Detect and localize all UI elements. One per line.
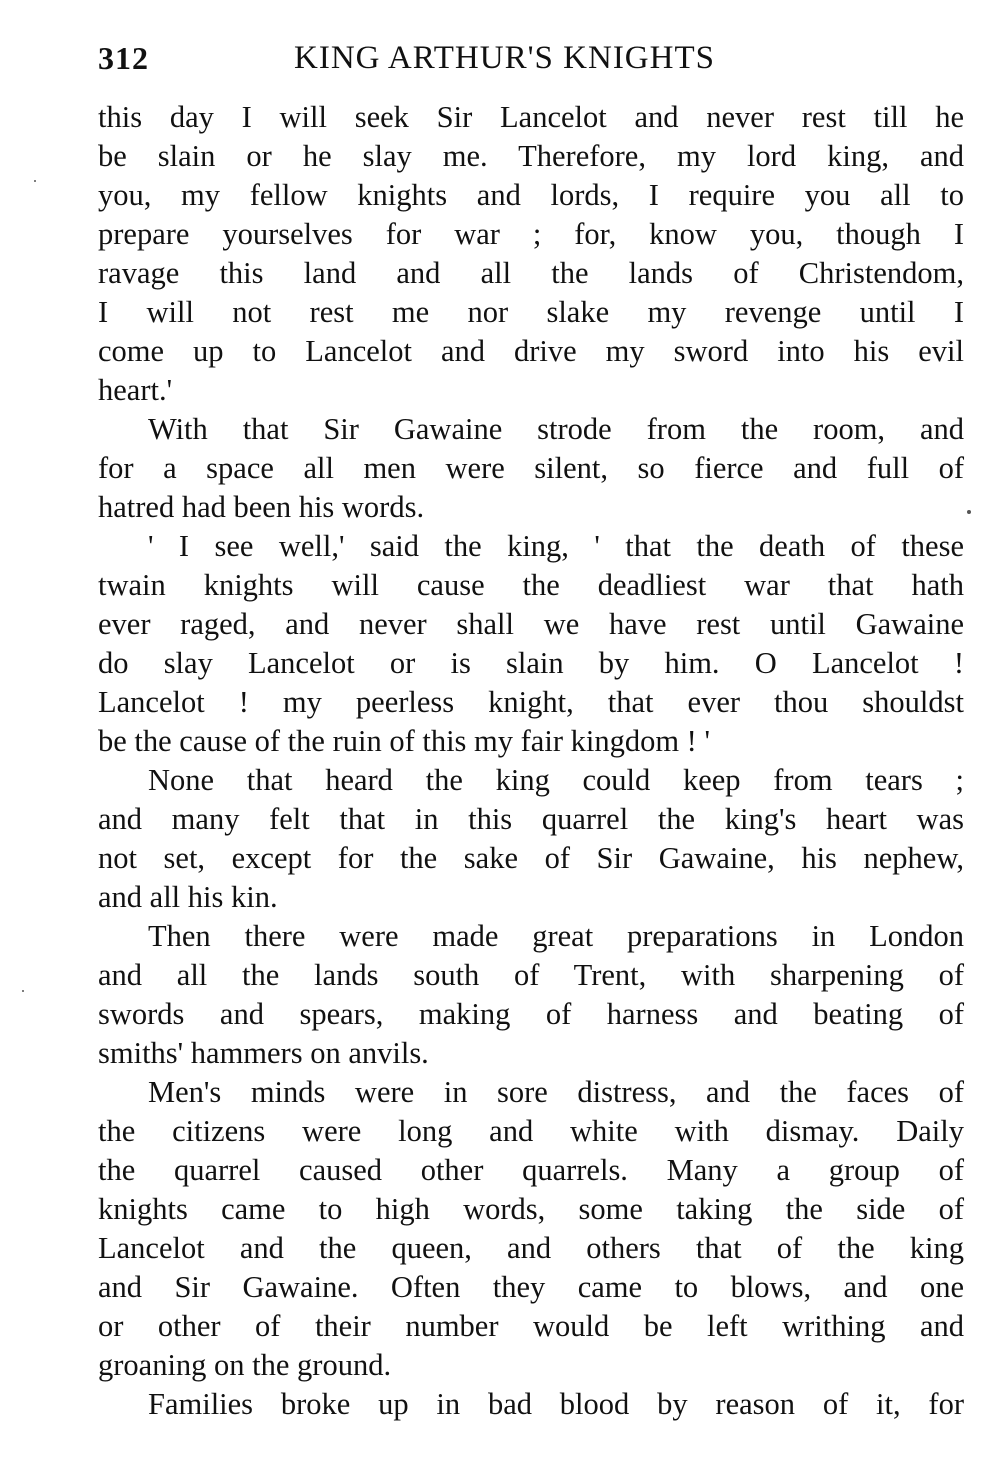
- text-line-content: Lancelot ! my peerless knight, that ever thou shouldst: [98, 685, 964, 719]
- text-line: [98, 488, 964, 527]
- text-line-content: knights came to high words, some taking the side of: [98, 1192, 964, 1226]
- text-line-content: you, my fellow knights and lords, I require you all to: [98, 178, 964, 212]
- text-line-content: ravage this land and all the lands of Christendom,: [98, 256, 964, 290]
- text-line-content: Men's minds were in sore distress, and the faces of: [148, 1075, 964, 1109]
- text-line: [98, 761, 964, 800]
- text-line-content: for a space all men were silent, so fierce and full of: [98, 451, 964, 485]
- text-line: [98, 527, 964, 566]
- text-line-content: swords and spears, making of harness and beating of: [98, 997, 964, 1031]
- text-line-content: smiths' hammers on anvils.: [98, 1036, 429, 1070]
- text-line-content: Families broke up in bad blood by reason of it, for: [148, 1387, 964, 1421]
- text-line-content: and Sir Gawaine. Often they came to blows, and one: [98, 1270, 964, 1304]
- text-line: [98, 215, 964, 254]
- text-line: [98, 722, 964, 761]
- text-line-content: groaning on the ground.: [98, 1348, 392, 1382]
- text-line-content: the quarrel caused other quarrels. Many a group of: [98, 1153, 964, 1187]
- text-line-content: be slain or he slay me. Therefore, my lord king, and: [98, 139, 964, 173]
- text-line-content: the citizens were long and white with dismay. Daily: [98, 1114, 964, 1148]
- text-line: [98, 1151, 964, 1190]
- text-line: [98, 371, 964, 410]
- text-line: [98, 293, 964, 332]
- text-line: [98, 878, 964, 917]
- text-line: [98, 644, 964, 683]
- text-line: [98, 917, 964, 956]
- text-line: [98, 1385, 964, 1424]
- text-line-content: this day I will seek Sir Lancelot and never rest till he: [98, 100, 964, 134]
- text-line: [98, 839, 964, 878]
- text-line-content: ever raged, and never shall we have rest until Gawaine: [98, 607, 964, 641]
- text-line-content: Then there were made great preparations in London: [148, 919, 964, 953]
- text-line-content: twain knights will cause the deadliest war that hath: [98, 568, 964, 602]
- text-line-content: hatred had been his words.: [98, 490, 425, 524]
- text-line: [98, 1073, 964, 1112]
- text-line: [98, 137, 964, 176]
- text-line-content: or other of their number would be left writhing and: [98, 1309, 964, 1343]
- page-header: [98, 40, 798, 90]
- text-line: [98, 566, 964, 605]
- text-line: [98, 1190, 964, 1229]
- page-number: 312: [98, 40, 149, 76]
- text-line: [98, 1346, 964, 1385]
- text-line-content: and many felt that in this quarrel the king's heart was: [98, 802, 964, 836]
- text-line: [98, 683, 964, 722]
- text-line-content: come up to Lancelot and drive my sword into his evil: [98, 334, 964, 368]
- text-line-content: do slay Lancelot or is slain by him. O Lancelot !: [98, 646, 964, 680]
- body-text: [98, 98, 964, 1424]
- text-line: [98, 1112, 964, 1151]
- text-line: [98, 1034, 964, 1073]
- text-line-content: not set, except for the sake of Sir Gawaine, his nephew,: [98, 841, 964, 875]
- text-line: [98, 956, 964, 995]
- text-line-content: ' I see well,' said the king, ' that the death of these: [148, 529, 964, 563]
- text-line: [98, 332, 964, 371]
- scan-speck: [967, 510, 971, 514]
- text-line-content: None that heard the king could keep from tears ;: [148, 763, 964, 797]
- text-line-content: With that Sir Gawaine strode from the room, and: [148, 412, 964, 446]
- text-line-content: and all the lands south of Trent, with sharpening of: [98, 958, 964, 992]
- text-line: [98, 605, 964, 644]
- text-line-content: I will not rest me nor slake my revenge until I: [98, 295, 964, 329]
- scan-speck: [34, 180, 36, 182]
- scan-speck: [22, 990, 24, 992]
- text-line-content: prepare yourselves for war ; for, know you, though I: [98, 217, 964, 251]
- text-line: [98, 449, 964, 488]
- text-line-content: Lancelot and the queen, and others that of the king: [98, 1231, 964, 1265]
- text-line: [98, 176, 964, 215]
- text-line: [98, 254, 964, 293]
- running-title: KING ARTHUR'S KNIGHTS: [294, 40, 715, 76]
- text-line: [98, 1307, 964, 1346]
- text-line: [98, 1229, 964, 1268]
- text-line-content: and all his kin.: [98, 880, 278, 914]
- text-line: [98, 800, 964, 839]
- text-line: [98, 410, 964, 449]
- text-line-content: heart.': [98, 373, 173, 407]
- text-line: [98, 1268, 964, 1307]
- text-line: [98, 995, 964, 1034]
- text-line: [98, 98, 964, 137]
- text-line-content: be the cause of the ruin of this my fair kingdom ! ': [98, 724, 710, 758]
